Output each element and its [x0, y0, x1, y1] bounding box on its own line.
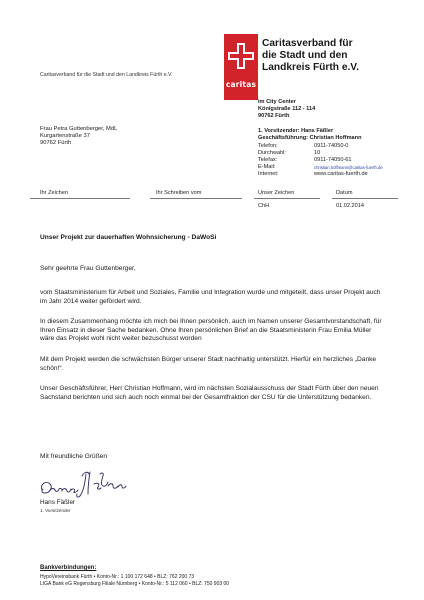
- fax-value: 0911-74050-61: [314, 157, 352, 163]
- caritas-logo: [224, 34, 258, 100]
- letter-paragraph: vom Staatsministerium für Arbeit und Soziales, Familie und Integration wurde und mitgeteilt, dass unser Projekt auch im Jahr 2014 weiter gefördert wird.: [40, 289, 381, 305]
- organization-name-line: Caritasverband für: [262, 38, 353, 49]
- letter-salutation: Sehr geehrte Frau Guttenberger,: [40, 265, 136, 272]
- handwritten-signature: [36, 466, 146, 502]
- signer-name: Hans Fäßler: [40, 499, 76, 506]
- bank-details-title: Bankverbindungen:: [40, 565, 97, 571]
- reference-divider: [30, 198, 130, 199]
- contact-label: Telefon:: [258, 143, 278, 149]
- sender-line: Caritasverband für die Stadt und den Landkreis Fürth e.V.: [40, 72, 173, 78]
- our-reference-label: Unser Zeichen: [258, 190, 295, 196]
- address-line: Königstraße 112 - 114: [258, 105, 316, 112]
- contact-label: E-Mail:: [258, 164, 276, 170]
- contact-row: [258, 171, 383, 178]
- contact-label: Telefax:: [258, 157, 278, 163]
- bank-line: HypoVereinsbank Fürth • Konto-Nr.: 1 100 172 648 • BLZ: 762 200 73: [40, 574, 195, 580]
- bank-line: LIGA Bank eG Regensburg Filiale Nürnberg • Konto-Nr.: 5 112 060 • BLZ: 750 903 00: [40, 581, 230, 587]
- website-link[interactable]: www.caritas-fuerth.de: [314, 171, 368, 177]
- logo-wordmark: caritas: [225, 80, 257, 89]
- reference-divider: [332, 198, 398, 199]
- organization-name-line: Landkreis Fürth e.V.: [262, 62, 359, 73]
- address-line: 90762 Fürth: [258, 112, 290, 119]
- management-line: Geschäftsführung: Christian Hoffmann: [258, 134, 362, 141]
- reference-divider: [254, 198, 320, 199]
- sender-address: [258, 99, 315, 119]
- chairman-line: 1. Vorsitzender: Hans Fäßler: [258, 128, 334, 134]
- letter-paragraph: Mit dem Projekt werden die schwächsten Bürger unserer Stadt nachhaltig unterstützt. Hierfür ein herzliches „Danke schön!“.: [40, 356, 377, 372]
- letter-closing: Mit freundliche Grüßen: [40, 453, 108, 460]
- reference-divider: [150, 198, 242, 199]
- date-label: Datum: [336, 190, 353, 196]
- our-reference-value: ChH: [258, 203, 270, 209]
- phone-value: 0911-74050-0: [314, 143, 349, 149]
- recipient-line: Kurgartenstraße 37: [40, 133, 90, 140]
- letter-paragraph: In diesem Zusammenhang möchte ich mich bei Ihnen persönlich, auch im Namen unserer Gesamtvorstandschaft, für Ihren Einsatz in dieser Sache bedanken. Ohne Ihren persönlichen Brief an die Staatsministerin Frau Emilia Müller wäre das Projekt wohl nicht weiter bezuschusst worden: [40, 318, 382, 343]
- board-info: [258, 128, 362, 142]
- date-value: 01.02.2014: [336, 203, 364, 209]
- extension-value: 10: [314, 150, 321, 156]
- your-letter-label: Ihr Schreiben vom: [156, 190, 202, 196]
- contact-row: [258, 164, 383, 171]
- contact-details: [258, 143, 383, 178]
- organization-name: [262, 38, 422, 74]
- logo-cross-inner-vertical: [239, 45, 243, 67]
- recipient-line: Frau Petra Guttenberger, MdL: [40, 126, 118, 132]
- contact-label: Internet:: [258, 171, 279, 177]
- your-reference-label: Ihr Zeichen: [40, 190, 68, 196]
- recipient-line: 90762 Fürth: [40, 140, 72, 147]
- signer-role: 1. Vorsitzender: [40, 508, 71, 513]
- contact-row: [258, 150, 383, 157]
- contact-row: [258, 157, 383, 164]
- organization-name-line: die Stadt und den: [262, 50, 348, 61]
- letter-subject: Unser Projekt zur dauerhaften Wohnsicherung - DaWoSi: [40, 234, 217, 241]
- contact-row: [258, 143, 383, 150]
- recipient-address: [40, 126, 117, 148]
- contact-label: Durchwahl:: [258, 150, 286, 156]
- letter-paragraph: Unser Geschäftsführer, Herr Christian Hoffmann, wird im nächsten Sozialausschuss der Stadt Fürth über den neuen Sachstand berichten und sich auch noch einmal bei der Gesamtfraktion der CSU für die Unterstützung bedanken.: [40, 385, 379, 401]
- email-link[interactable]: christian.hoffmann@caritas-fuerth.de: [314, 165, 383, 170]
- address-line: im City Center: [258, 99, 296, 105]
